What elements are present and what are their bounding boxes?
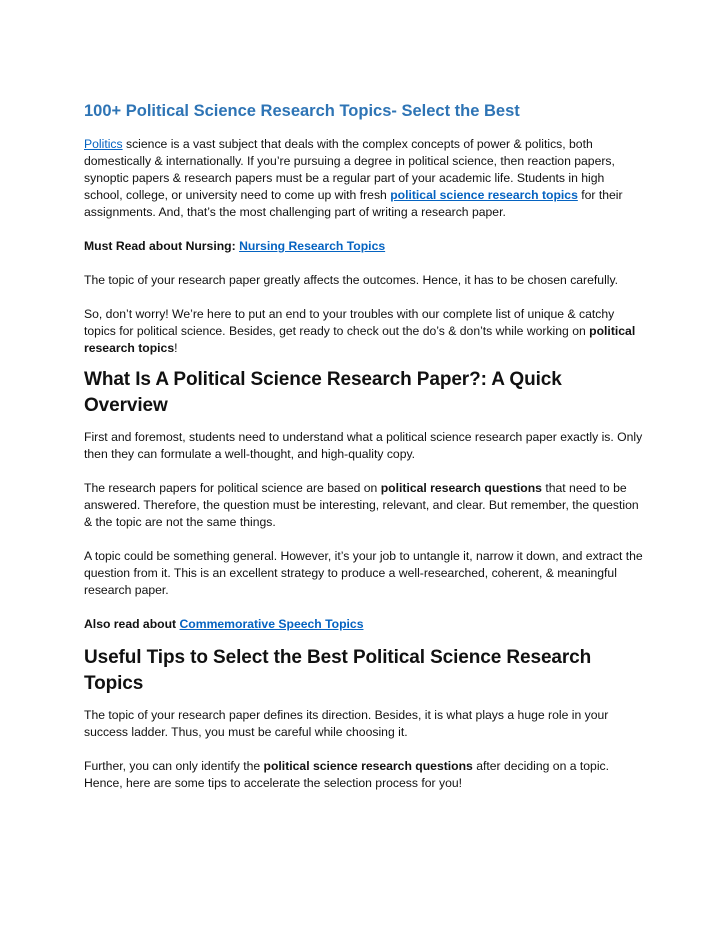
intro-text-1: science is a vast subject that deals with the complex concepts of power & politics, both domestically & internationally. If you’re pursuing a degree in political science, then reaction papers, synoptic papers & research papers must be a regular part of your academic life. Students in high school, college, or university need to come up with fresh: [84, 137, 615, 202]
nursing-research-topics-link[interactable]: Nursing Research Topics: [239, 239, 386, 253]
first-paragraph: First and foremost, students need to understand what a political science research paper exactly is. Only then they can formulate a well-thought, and high-quality copy.: [84, 430, 643, 461]
intro-paragraph: [84, 136, 644, 221]
worry-text-1: So, don’t worry! We’re here to put an end to your troubles with our complete list of unique & catchy topics for political science. Besides, get ready to check out the do’s & don’ts while working on: [84, 307, 615, 338]
based-bold: political research questions: [380, 481, 542, 495]
overview-heading: What Is A Political Science Research Paper?: A Quick Overview: [84, 369, 562, 416]
document-body: [84, 100, 644, 792]
further-text-1: Further, you can only identify the: [84, 759, 264, 773]
commemorative-speech-topics-link[interactable]: Commemorative Speech Topics: [179, 617, 364, 631]
based-text-2: that need to be answered. Therefore, the question must be interesting, relevant, and clear. But remember, the question & the topic are not the same things.: [84, 481, 639, 529]
tips-heading: Useful Tips to Select the Best Political Science Research Topics: [84, 647, 592, 694]
worry-bold: political research topics: [84, 324, 636, 355]
based-paragraph: [84, 480, 644, 531]
also-read-label: Also read about: [84, 617, 180, 631]
political-science-research-topics-link[interactable]: political science research topics: [390, 188, 578, 202]
must-read-label: Must Read about Nursing:: [84, 239, 240, 253]
politics-link[interactable]: Politics: [84, 137, 123, 151]
worry-paragraph: [84, 306, 644, 357]
further-bold: political science research questions: [263, 759, 473, 773]
general-paragraph: A topic could be something general. However, it’s your job to untangle it, narrow it down, and extract the question from it. This is an excellent strategy to produce a well-researched, coherent, & meaningful research paper.: [84, 549, 643, 597]
intro-text-2: for their assignments. And, that’s the most challenging part of writing a research paper.: [84, 188, 623, 219]
worry-text-2: !: [174, 341, 178, 355]
page-title: 100+ Political Science Research Topics- Select the Best: [84, 102, 520, 120]
also-read-line: [84, 616, 644, 633]
based-text-1: The research papers for political science are based on: [84, 481, 381, 495]
defines-paragraph: The topic of your research paper defines its direction. Besides, it is what plays a huge role in your success ladder. Thus, you must be careful while choosing it.: [84, 708, 609, 739]
further-paragraph: [84, 758, 644, 792]
topic-paragraph: The topic of your research paper greatly affects the outcomes. Hence, it has to be chosen carefully.: [84, 273, 619, 287]
must-read-line: [84, 238, 644, 255]
further-text-2: after deciding on a topic. Hence, here are some tips to accelerate the selection process for you!: [84, 759, 610, 790]
